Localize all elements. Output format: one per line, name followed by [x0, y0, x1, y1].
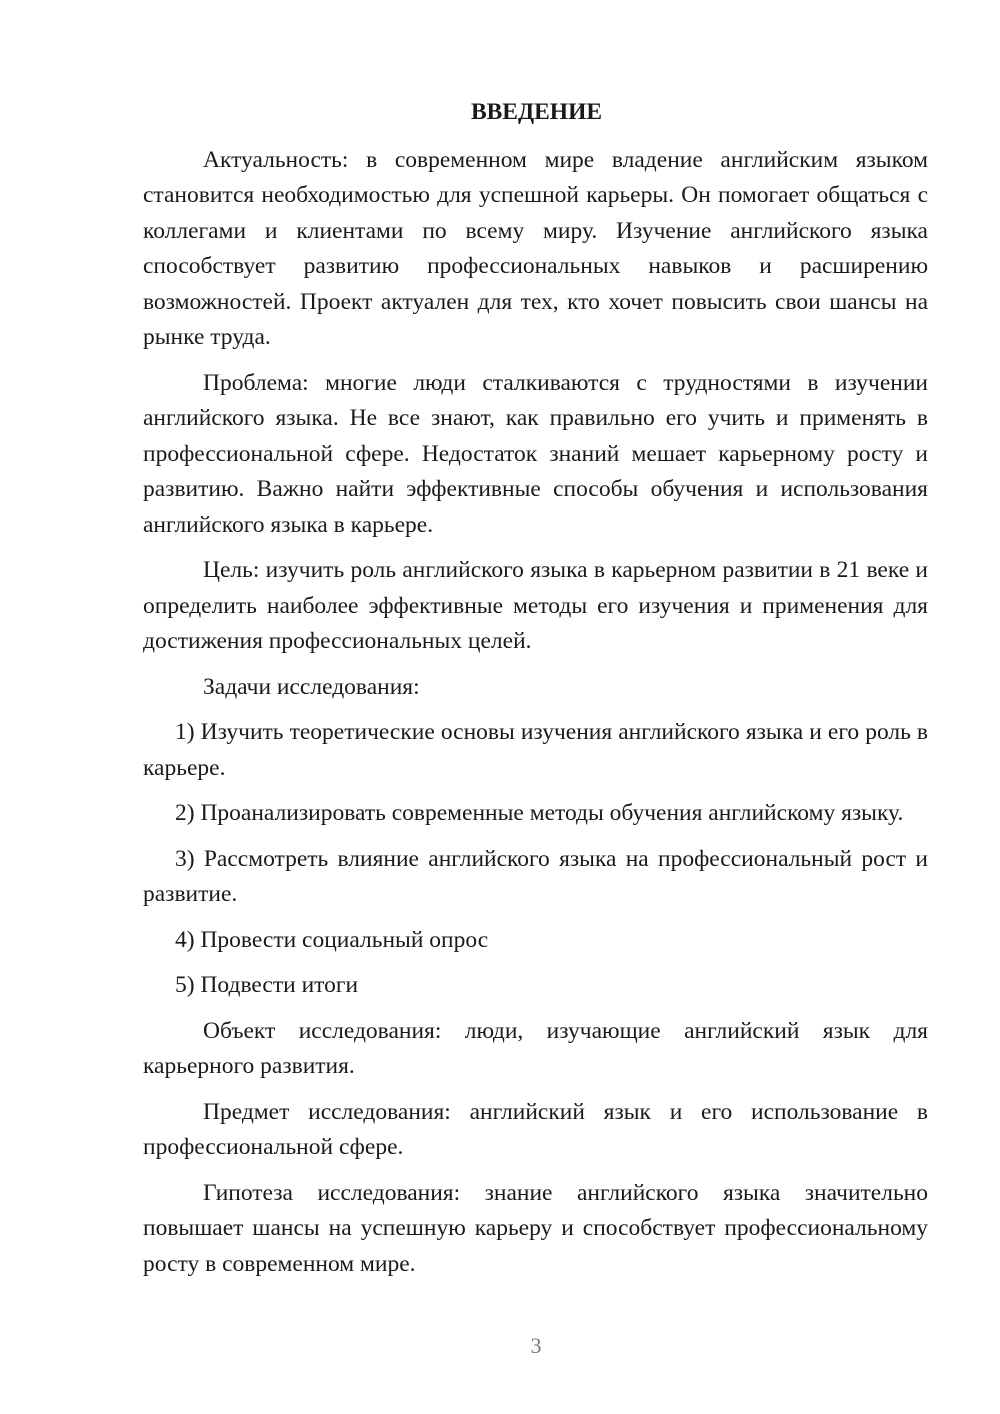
page-title: ВВЕДЕНИЕ [470, 99, 603, 125]
task-item: 4) Провести социальный опрос [175, 926, 489, 953]
task-item: 2) Проанализировать современные методы обучения английскому языку. [175, 800, 904, 826]
tasks-heading: Задачи исследования: [203, 673, 420, 700]
paragraph-object: Объект исследования: люди, изучающие английский язык для карьерного развития. [143, 1017, 928, 1079]
paragraph-hypothesis: Гипотеза исследования: знание английского языка значительно повышает шансы на успешную карьеру и способствует профессиональному росту в современном мире. [143, 1179, 928, 1277]
paragraph-relevance: Актуальность: в современном мире владение английским языком становится необходимостью для успешной карьеры. Он помогает общаться с коллегами и клиентами по всему миру. Изучение английского языка способствует развитию профессиональных навыков и расширению возможностей. Проект актуален для тех, кто хочет повысить свои шансы на рынке труда. [143, 146, 928, 350]
task-item: 5) Подвести итоги [175, 972, 359, 998]
paragraph-problem: Проблема: многие люди сталкиваются с трудностями в изучении английского языка. Не все знают, как правильно его учить и применять в профессиональной сфере. Недостаток знаний мешает карьерному росту и развитию. Важно найти эффективные способы обучения и использования английского языка в карьере. [143, 369, 928, 538]
page-content [143, 95, 928, 1292]
task-item: 1) Изучить теоретические основы изучения английского языка и его роль в карьере. [143, 719, 928, 781]
page-number: 3 [530, 1333, 542, 1358]
task-item: 3) Рассмотреть влияние английского языка на профессиональный рост и развитие. [143, 845, 928, 907]
paragraph-subject: Предмет исследования: английский язык и его использование в профессиональной сфере. [143, 1098, 928, 1160]
paragraph-goal: Цель: изучить роль английского языка в карьерном развитии в 21 веке и определить наиболее эффективные методы его изучения и применения для достижения профессиональных целей. [143, 557, 928, 654]
